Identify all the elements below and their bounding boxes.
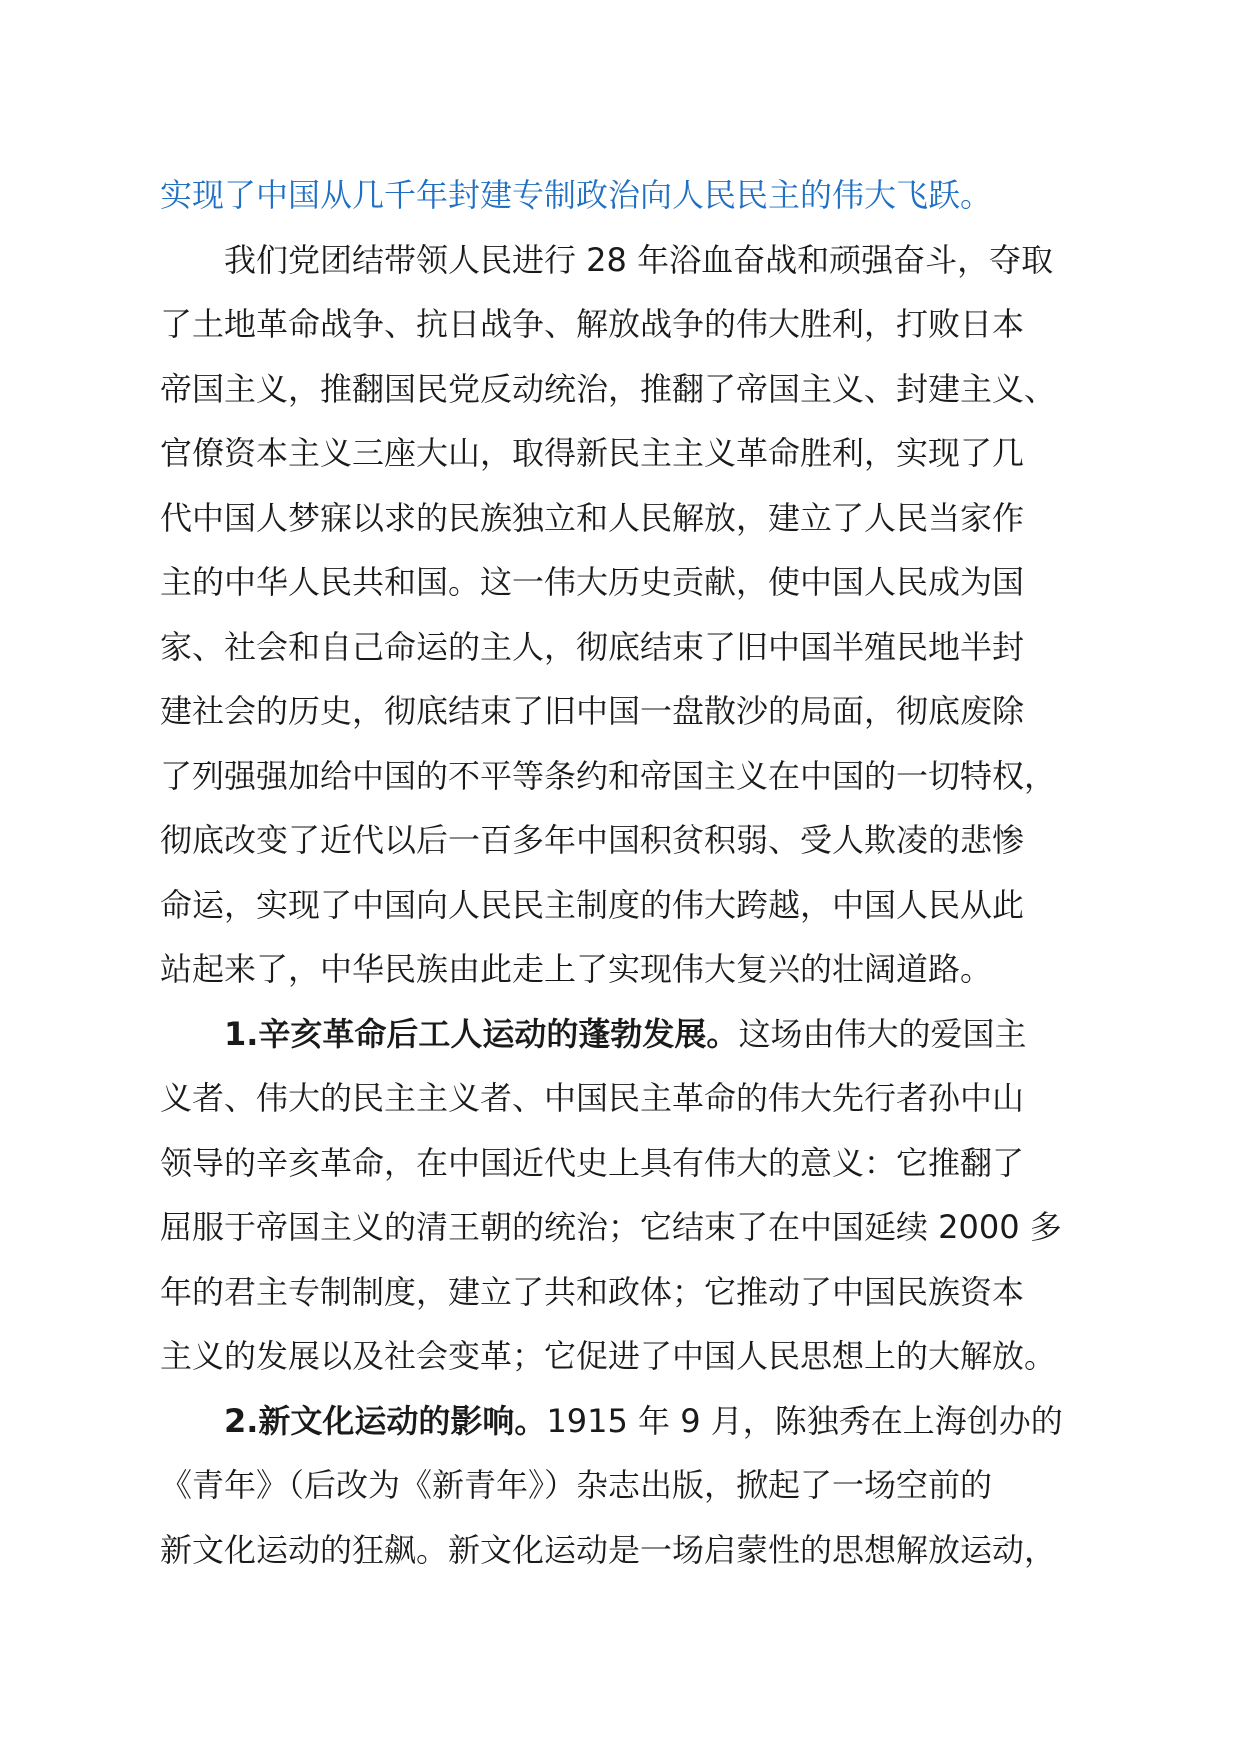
paragraph-line: 主义的发展以及社会变革；它促进了中国人民思想上的大解放。 (160, 1337, 1057, 1375)
paragraph-line: 家、社会和自己命运的主人，彻底结束了旧中国半殖民地半封 (160, 627, 1025, 666)
paragraph-line: 领导的辛亥革命，在中国近代史上具有伟大的意义：它推翻了 (160, 1143, 1025, 1182)
paragraph-3 (160, 1389, 1120, 1583)
paragraph-line: 屈服于帝国主义的清王朝的统治；它结束了在中国延续 2000 多 (160, 1208, 1062, 1246)
paragraph-line: 官僚资本主义三座大山，取得新民主主义革命胜利，实现了几 (160, 434, 1025, 472)
paragraph-line: 建社会的历史，彻底结束了旧中国一盘散沙的局面，彻底废除 (160, 692, 1025, 730)
section-heading: 2.新文化运动的影响。 (224, 1401, 547, 1440)
paragraph-line: 我们党团结带领人民进行 28 年浴血奋战和顽强奋斗，夺取 (224, 240, 1054, 279)
paragraph-text: 1915 年 9 月，陈独秀在上海创办的 (546, 1401, 1063, 1440)
paragraph-line: 新文化运动的狂飙。新文化运动是一场启蒙性的思想解放运动， (160, 1530, 1057, 1569)
paragraph-line (160, 1002, 1120, 1067)
paragraph-line: 帝国主义，推翻国民党反动统治，推翻了帝国主义、封建主义、 (160, 369, 1057, 408)
paragraph-line: 站起来了，中华民族由此走上了实现伟大复兴的壮阔道路。 (160, 950, 993, 988)
highlighted-sentence: 实现了中国从几千年封建专制政治向人民民主的伟大飞跃。 (160, 176, 993, 214)
paragraph-line (160, 1389, 1120, 1454)
paragraph-line: 代中国人梦寐以求的民族独立和人民解放，建立了人民当家作 (160, 498, 1025, 537)
paragraph-line: 了土地革命战争、抗日战争、解放战争的伟大胜利，打败日本 (160, 305, 1025, 343)
paragraph-line: 主的中华人民共和国。这一伟大历史贡献，使中国人民成为国 (160, 563, 1025, 601)
paragraph-line: 命运，实现了中国向人民民主制度的伟大跨越，中国人民从此 (160, 885, 1025, 924)
paragraph-line: 《青年》（后改为《新青年》）杂志出版，掀起了一场空前的 (160, 1466, 993, 1504)
paragraph-line: 了列强强加给中国的不平等条约和帝国主义在中国的一切特权， (160, 756, 1057, 795)
section-heading: 1.辛亥革命后工人运动的蓬勃发展。 (224, 1014, 739, 1053)
paragraph-line: 彻底改变了近代以后一百多年中国积贫积弱、受人欺凌的悲惨 (160, 821, 1025, 859)
paragraph-1 (160, 228, 1120, 1002)
paragraph-line: 义者、伟大的民主主义者、中国民主革命的伟大先行者孙中山 (160, 1079, 1025, 1117)
paragraph-line: 年的君主专制制度，建立了共和政体；它推动了中国民族资本 (160, 1272, 1025, 1311)
paragraph-text: 这场由伟大的爱国主 (738, 1014, 1027, 1053)
paragraph-2 (160, 1002, 1120, 1389)
document-body (160, 163, 1120, 1582)
